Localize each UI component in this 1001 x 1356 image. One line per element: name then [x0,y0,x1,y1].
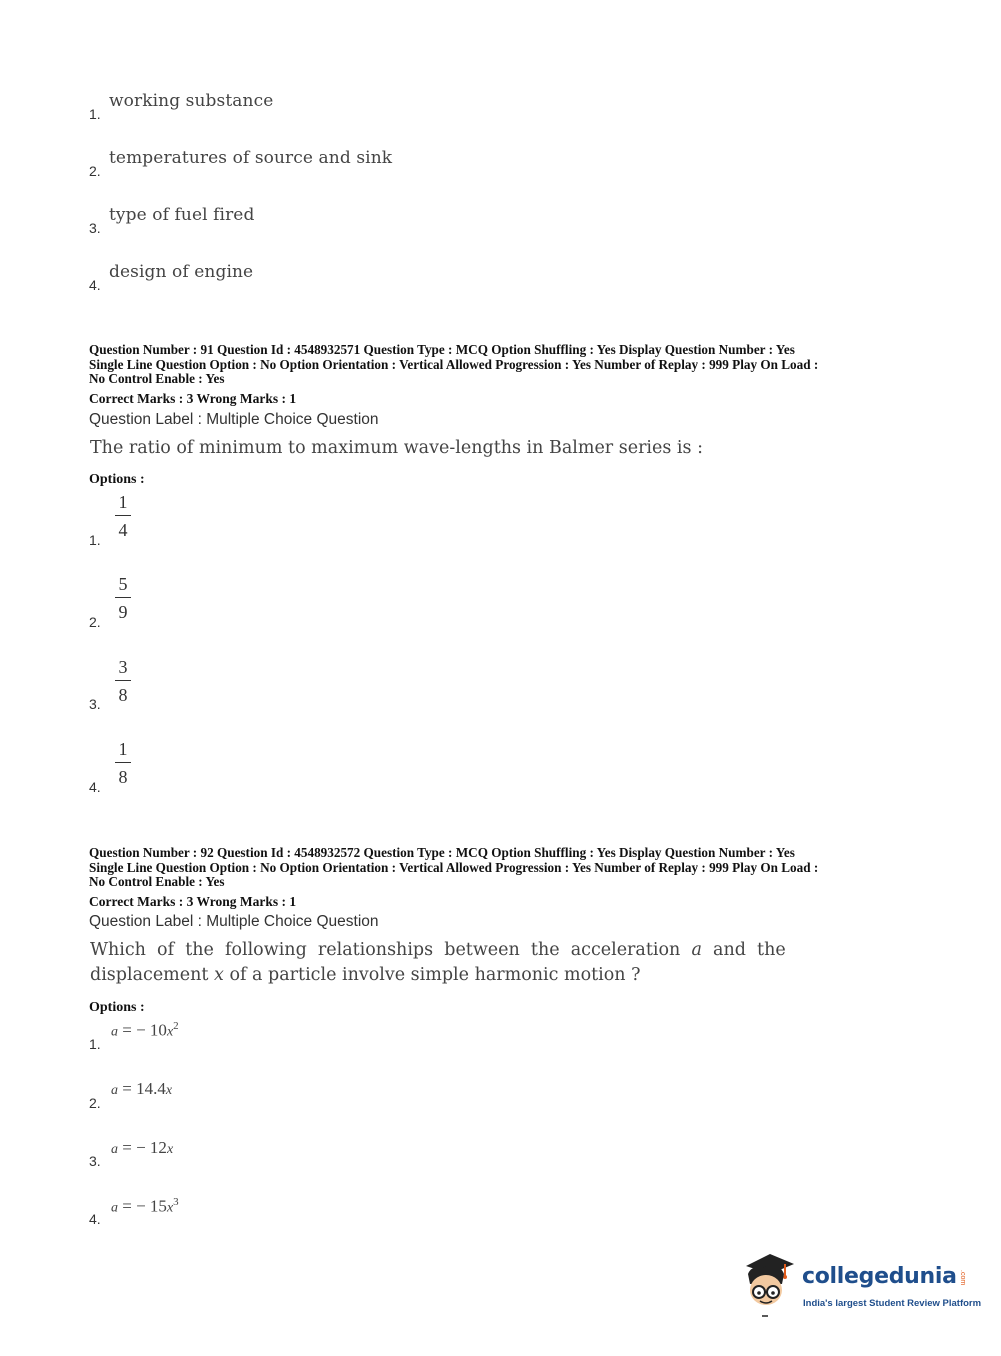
option-number: 4. [89,779,101,795]
fraction [113,574,133,622]
fraction [113,492,133,540]
numerator: 1 [118,739,128,759]
option-number: 4. [89,1211,101,1227]
question-label: Question Label : Multiple Choice Question [89,913,379,930]
option-number: 1. [89,532,101,548]
fraction-bar [115,762,131,763]
var-x: x [166,1142,174,1157]
option-text: type of fuel fired [109,205,255,225]
collegedunia-logo[interactable] [740,1248,980,1320]
option-number: 2. [89,163,101,179]
brand-name: collegedunia [802,1264,957,1289]
question-label: Question Label : Multiple Choice Question [89,411,379,428]
question-marks: Correct Marks : 3 Wrong Marks : 1 [89,391,297,406]
var-x: x [165,1083,173,1098]
numerator: 3 [118,657,128,677]
equation [111,1079,172,1099]
question-text [90,938,786,988]
equation [111,1138,173,1158]
fraction-bar [115,680,131,681]
mascot-icon [740,1248,800,1318]
option-number: 4. [89,277,101,293]
brand-tagline: India's largest Student Review Platform [803,1298,982,1309]
options-title: Options : [89,472,145,487]
option-number: 3. [89,696,101,712]
denominator: 8 [118,767,128,787]
fraction-bar [115,515,131,516]
exponent: 2 [173,1020,179,1032]
equation [111,1196,179,1217]
meta-line: Question Number : 92 Question Id : 4548932572 Question Type : MCQ Option Shuffling : Yes Display Question Number : Yes [89,845,795,860]
question-meta [89,343,919,387]
question-meta [89,846,919,890]
eq-rel: = − 15 [118,1196,167,1216]
numerator: 1 [118,492,128,512]
exponent: 3 [173,1196,179,1208]
options-title: Options : [89,1000,145,1015]
meta-line: Single Line Question Option : No Option Orientation : Vertical Allowed Progression : Yes Number of Replay : 999 Play On Load : [89,356,819,372]
meta-line: No Control Enable : Yes [89,874,225,889]
meta-line: No Control Enable : Yes [89,371,225,386]
option-text: working substance [109,91,274,111]
option-number: 3. [89,1153,101,1169]
variable-a: a [691,940,702,960]
option-number: 2. [89,614,101,630]
option-text: design of engine [109,262,254,282]
denominator: 9 [118,602,128,622]
meta-line: Single Line Question Option : No Option Orientation : Vertical Allowed Progression : Yes Number of Replay : 999 Play On Load : [89,859,819,875]
question-text-part: Which of the following relationships between the acceleration [90,940,681,960]
var-x: x [166,1024,174,1040]
option-number: 1. [89,106,101,122]
question-text-part: of a particle involve simple harmonic motion ? [229,965,641,985]
var-a: a [111,1083,118,1098]
numerator: 5 [118,574,128,594]
question-text-part: displacement [90,965,209,985]
question-marks: Correct Marks : 3 Wrong Marks : 1 [89,894,297,909]
var-a: a [111,1142,118,1157]
question-text: The ratio of minimum to maximum wave-lengths in Balmer series is : [90,438,703,458]
brand-domain-suffix: .com [959,1270,966,1286]
option-number: 1. [89,1036,101,1052]
var-a: a [111,1024,118,1040]
fraction [113,739,133,787]
eq-rel: = − 10 [118,1020,167,1040]
denominator: 8 [118,685,128,705]
denominator: 4 [118,520,128,540]
var-a: a [111,1200,118,1216]
option-number: 3. [89,220,101,236]
eq-rel: = − 12 [118,1138,167,1157]
option-text: temperatures of source and sink [109,148,393,168]
meta-line: Question Number : 91 Question Id : 4548932571 Question Type : MCQ Option Shuffling : Yes Display Question Number : Yes [89,342,795,357]
fraction [113,657,133,705]
question-text-part: and the [713,940,786,960]
equation [111,1020,179,1041]
eq-rel: = 14.4 [118,1079,166,1098]
option-number: 2. [89,1095,101,1111]
fraction-bar [115,597,131,598]
var-x: x [166,1200,174,1216]
variable-x: x [214,965,224,985]
